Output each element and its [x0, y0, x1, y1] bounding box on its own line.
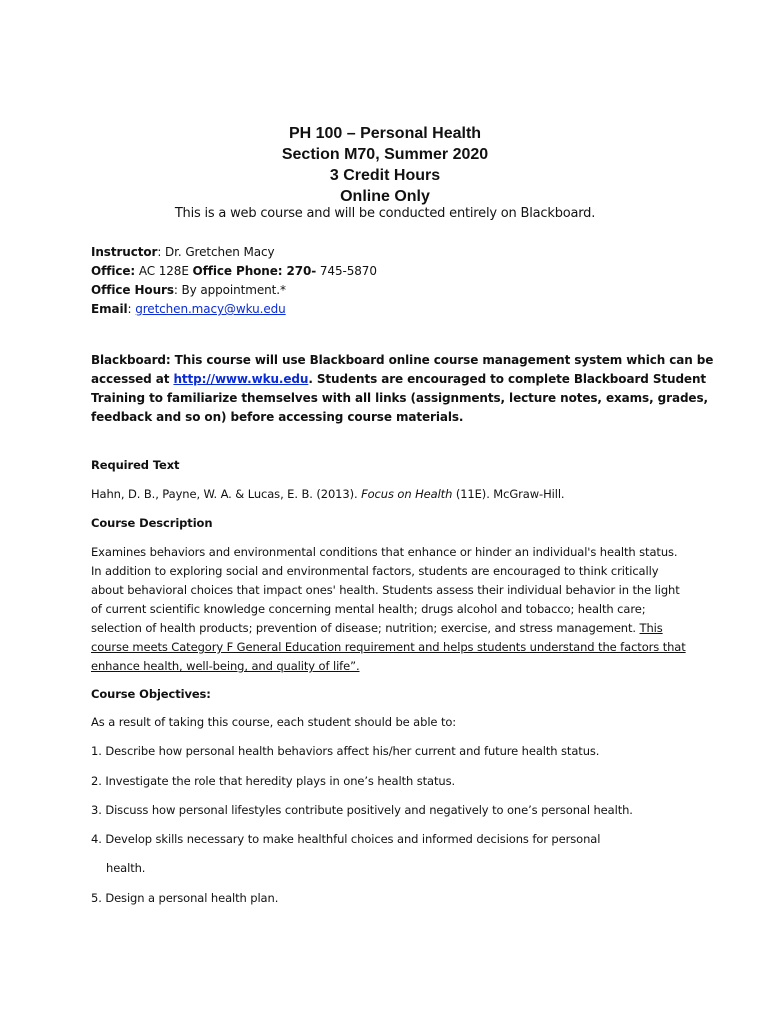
- description-line-5-text: selection of health products; prevention of disease; nutrition; exercise, and stress management.: [91, 621, 640, 635]
- email-label: Email: [91, 302, 128, 316]
- office-value: AC 128E: [135, 264, 193, 278]
- office-hours-label: Office Hours: [91, 283, 174, 297]
- credit-hours: 3 Credit Hours: [329, 167, 441, 184]
- blackboard-line-1: Blackboard: This course will use Blackboard online course management system which can be: [91, 353, 714, 367]
- objective-item-5: 5. Design a personal health plan.: [91, 891, 279, 905]
- objective-item-1: 1. Describe how personal health behaviors affect his/her current and future health status.: [91, 744, 600, 758]
- course-subtitle: This is a web course and will be conducted entirely on Blackboard.: [174, 206, 596, 221]
- email-link[interactable]: gretchen.macy@wku.edu: [135, 302, 286, 316]
- instructor-value: : Dr. Gretchen Macy: [157, 245, 275, 259]
- citation-authors: Hahn, D. B., Payne, W. A. & Lucas, E. B. (2013).: [91, 487, 362, 501]
- description-line-1: Examines behaviors and environmental conditions that enhance or hinder an individual's health status.: [91, 545, 678, 559]
- office-hours-line: [91, 281, 691, 300]
- description-line-2: In addition to exploring social and environmental factors, students are encouraged to think critically: [91, 564, 659, 578]
- blackboard-line-2-post: . Students are encouraged to complete Blackboard Student: [308, 372, 707, 386]
- citation-publisher: (11E). McGraw-Hill.: [452, 487, 565, 501]
- description-line-6: course meets Category F General Education requirement and helps students understand the factors that: [91, 640, 686, 654]
- course-title: PH 100 – Personal Health: [288, 125, 482, 142]
- citation-title: Focus on Health: [361, 487, 453, 501]
- delivery-mode: Online Only: [340, 188, 430, 205]
- blackboard-line-2: [91, 370, 707, 389]
- course-description-body: [91, 543, 701, 676]
- email-separator: :: [127, 302, 136, 316]
- instructor-label: Instructor: [91, 245, 158, 259]
- blackboard-line-4: feedback and so on) before accessing course materials.: [91, 410, 464, 424]
- objective-item-2: 2. Investigate the role that heredity plays in one’s health status.: [91, 774, 456, 788]
- office-phone-value: 745-5870: [316, 264, 377, 278]
- course-title-block: [0, 123, 770, 207]
- description-line-7: enhance health, well-being, and quality of life”.: [91, 659, 360, 673]
- course-description-heading: Course Description: [91, 516, 213, 530]
- office-phone-label: Office Phone: 270-: [192, 264, 317, 278]
- description-line-3: about behavioral choices that impact ones' health. Students assess their individual behavior in the light: [91, 583, 680, 597]
- blackboard-notice: [91, 351, 714, 427]
- required-text-heading: Required Text: [91, 458, 180, 472]
- email-line: [91, 300, 691, 319]
- course-objectives-heading: Course Objectives:: [91, 687, 211, 701]
- blackboard-line-3: Training to familiarize themselves with all links (assignments, lecture notes, exams, grades,: [91, 391, 708, 405]
- office-label: Office:: [91, 264, 136, 278]
- objectives-intro: As a result of taking this course, each student should be able to:: [91, 715, 457, 729]
- course-section: Section M70, Summer 2020: [281, 146, 489, 163]
- blackboard-line-2-pre: accessed at: [91, 372, 174, 386]
- required-text-citation: [91, 485, 691, 504]
- blackboard-url-link[interactable]: http://www.wku.edu: [173, 372, 309, 386]
- contact-info: [91, 243, 691, 319]
- description-line-5: [91, 619, 701, 638]
- objective-item-4-cont: health.: [106, 861, 146, 875]
- objective-item-3: 3. Discuss how personal lifestyles contribute positively and negatively to one’s personal health.: [91, 803, 633, 817]
- description-line-4: of current scientific knowledge concerning mental health; drugs alcohol and tobacco; health care;: [91, 602, 646, 616]
- instructor-line: [91, 243, 691, 262]
- description-line-5-underlined: This: [639, 621, 663, 635]
- objective-item-4: 4. Develop skills necessary to make healthful choices and informed decisions for personal: [91, 832, 601, 846]
- office-line: [91, 262, 691, 281]
- office-hours-value: : By appointment.*: [173, 283, 286, 297]
